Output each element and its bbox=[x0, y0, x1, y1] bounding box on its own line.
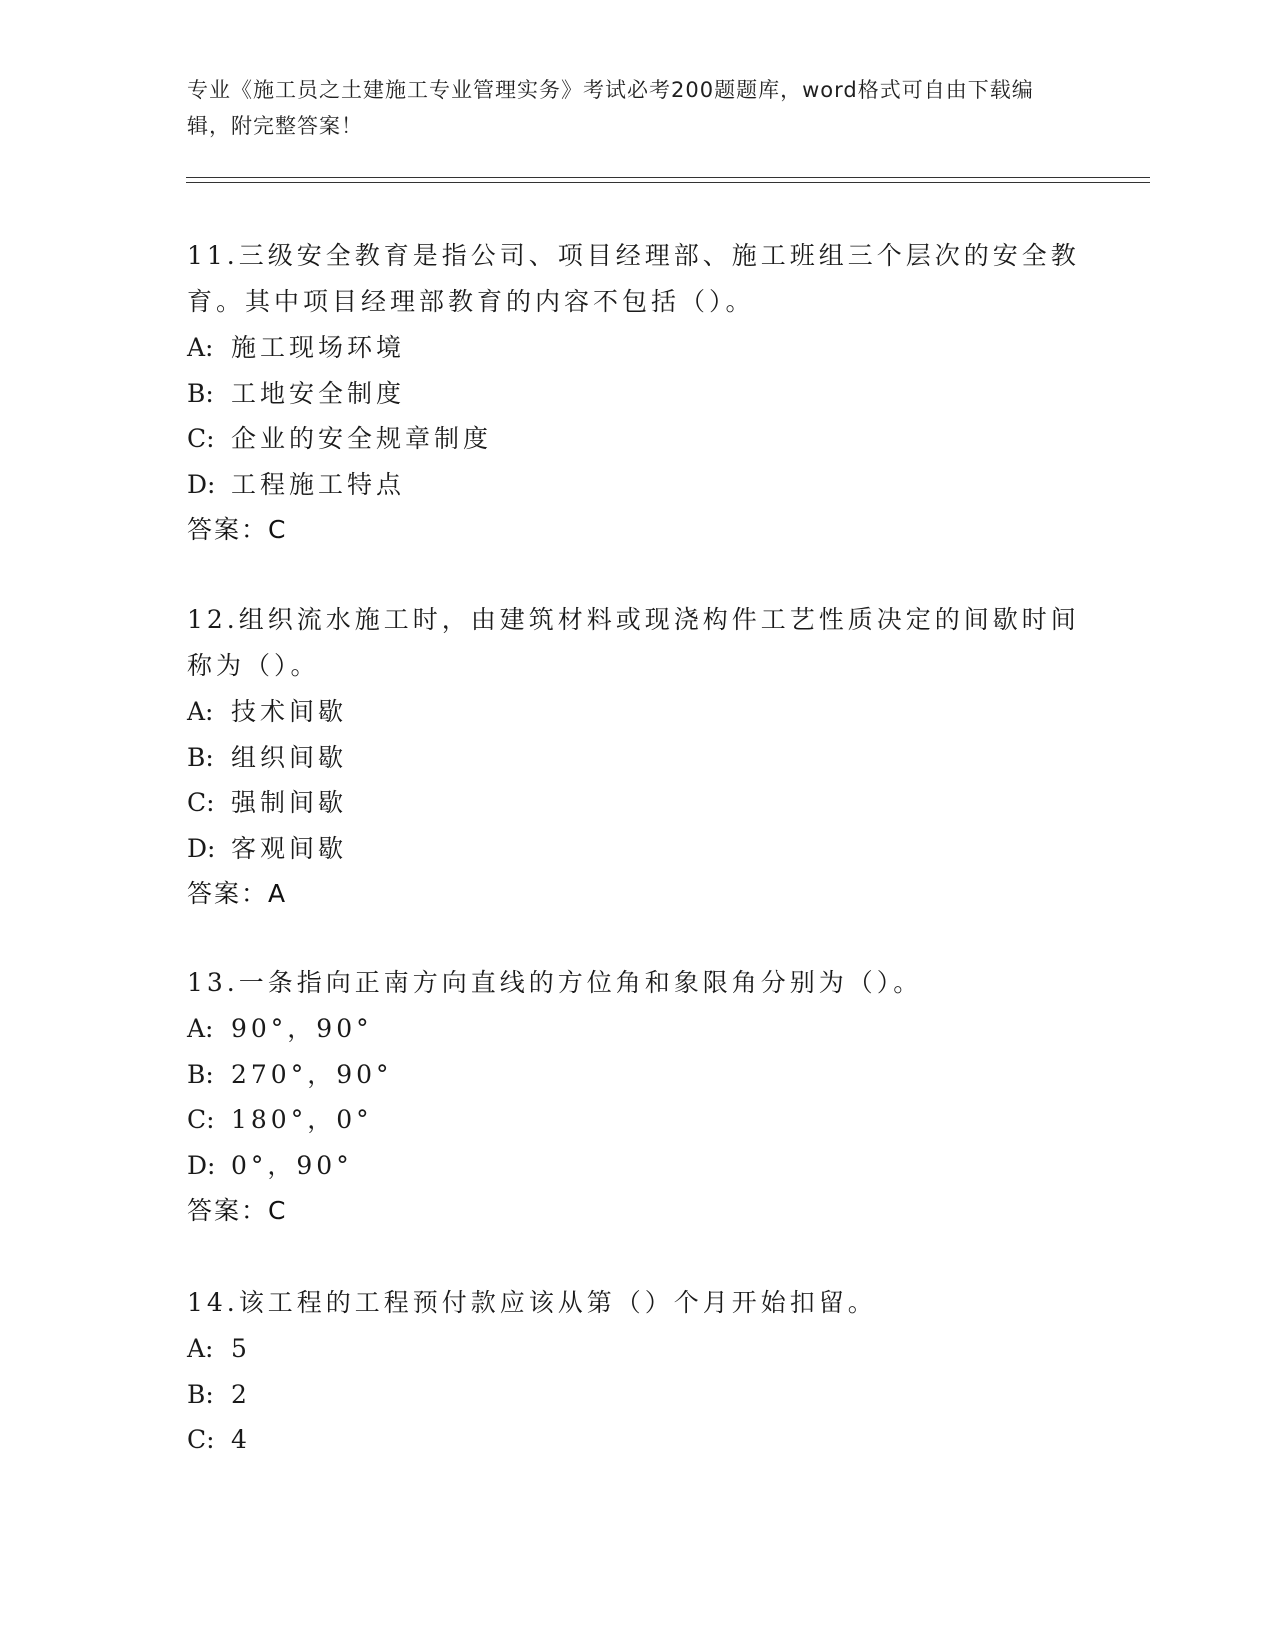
option-text: 270°，90° bbox=[231, 1059, 393, 1089]
option-key: D: bbox=[187, 1150, 216, 1180]
option-b bbox=[187, 1372, 1087, 1418]
option-key: C: bbox=[187, 424, 215, 453]
document-intro: 专业《施工员之土建施工专业管理实务》考试必考200题题库，word格式可自由下载编辑，附完整答案！ bbox=[187, 78, 1034, 138]
question-11 bbox=[187, 233, 1087, 553]
option-text: 客观间歇 bbox=[231, 833, 348, 863]
question-13 bbox=[187, 960, 1087, 1234]
question-answer: 答案：C bbox=[187, 1196, 288, 1225]
option-text: 工程施工特点 bbox=[231, 469, 406, 499]
option-text: 90°，90° bbox=[231, 1014, 373, 1043]
option-text: 施工现场环境 bbox=[231, 333, 406, 362]
option-text: 180°，0° bbox=[231, 1105, 373, 1134]
question-stem: 11.三级安全教育是指公司、项目经理部、施工班组三个层次的安全教育。其中项目经理部教育的内容不包括（）。 bbox=[187, 241, 1080, 316]
option-text: 2 bbox=[231, 1379, 251, 1409]
option-text: 0°，90° bbox=[231, 1150, 353, 1180]
option-text: 5 bbox=[231, 1334, 251, 1363]
option-c bbox=[187, 416, 1087, 462]
option-c bbox=[187, 1417, 1087, 1463]
option-b bbox=[187, 1052, 1087, 1098]
question-stem: 12.组织流水施工时，由建筑材料或现浇构件工艺性质决定的间歇时间称为（）。 bbox=[187, 605, 1080, 680]
option-text: 工地安全制度 bbox=[231, 378, 406, 408]
option-key: A: bbox=[187, 1334, 214, 1363]
option-text: 企业的安全规章制度 bbox=[231, 424, 493, 453]
option-text: 4 bbox=[231, 1425, 251, 1454]
option-a bbox=[187, 689, 1087, 735]
option-c bbox=[187, 1097, 1087, 1143]
option-key: A: bbox=[187, 333, 214, 362]
question-answer: 答案：C bbox=[187, 515, 288, 544]
option-d bbox=[187, 462, 1087, 508]
option-a bbox=[187, 1006, 1087, 1052]
option-d bbox=[187, 826, 1087, 872]
header-divider-top bbox=[186, 177, 1150, 178]
option-key: A: bbox=[187, 697, 214, 726]
option-b bbox=[187, 735, 1087, 781]
option-b bbox=[187, 371, 1087, 417]
question-answer: 答案：A bbox=[187, 879, 288, 908]
question-stem: 13.一条指向正南方向直线的方位角和象限角分别为（）。 bbox=[187, 968, 923, 997]
option-text: 组织间歇 bbox=[231, 742, 348, 772]
option-key: C: bbox=[187, 1425, 215, 1454]
option-d bbox=[187, 1143, 1087, 1189]
option-text: 技术间歇 bbox=[231, 697, 348, 726]
option-key: B: bbox=[187, 742, 214, 772]
option-key: C: bbox=[187, 788, 215, 817]
question-stem: 14.该工程的工程预付款应该从第（）个月开始扣留。 bbox=[187, 1288, 877, 1317]
option-a bbox=[187, 325, 1087, 371]
option-key: B: bbox=[187, 1059, 214, 1089]
header-divider-bottom bbox=[186, 182, 1150, 183]
option-a bbox=[187, 1326, 1087, 1372]
option-key: B: bbox=[187, 378, 214, 408]
question-12 bbox=[187, 597, 1087, 917]
option-text: 强制间歇 bbox=[231, 788, 348, 817]
option-key: C: bbox=[187, 1105, 215, 1134]
option-key: D: bbox=[187, 469, 216, 499]
option-key: B: bbox=[187, 1379, 214, 1409]
question-14 bbox=[187, 1280, 1087, 1463]
option-key: A: bbox=[187, 1014, 214, 1043]
option-key: D: bbox=[187, 833, 216, 863]
option-c bbox=[187, 780, 1087, 826]
